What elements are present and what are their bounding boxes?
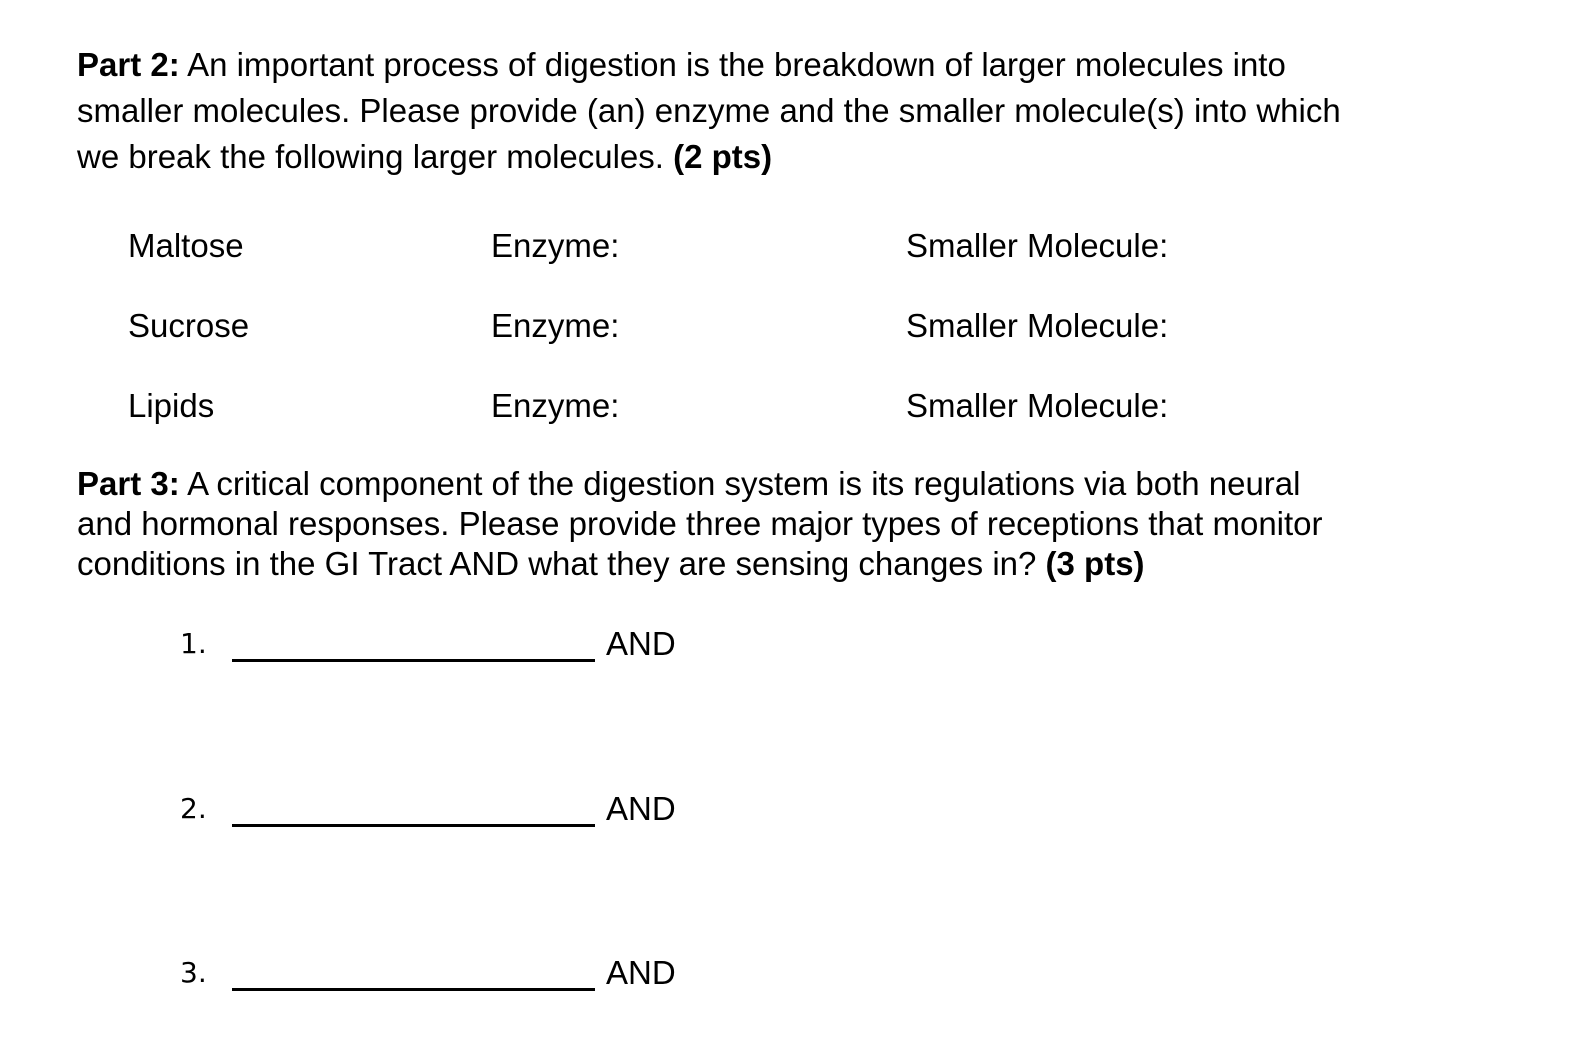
molecule-row-maltose xyxy=(0,224,1575,268)
molecule-name: Lipids xyxy=(128,387,215,424)
enzyme-label: Enzyme: xyxy=(491,387,620,424)
part3-line-1-text: A critical component of the digestion system is its regulations via both neural xyxy=(179,465,1301,502)
and-label: AND xyxy=(606,954,676,991)
part3-heading: Part 3: xyxy=(77,465,180,502)
and-label: AND xyxy=(606,625,676,662)
smaller-molecule-label: Smaller Molecule: xyxy=(906,307,1169,344)
answer-blank-line[interactable] xyxy=(232,824,595,827)
answer-blank-line[interactable] xyxy=(232,659,595,662)
part2-question xyxy=(77,42,1341,180)
part2-line-3-text: we break the following larger molecules. xyxy=(77,138,674,175)
smaller-molecule-label: Smaller Molecule: xyxy=(906,387,1169,424)
part3-line-3-text: conditions in the GI Tract AND what they are sensing changes in? xyxy=(77,545,1046,582)
item-number: 3. xyxy=(180,956,207,989)
molecule-row-sucrose xyxy=(0,304,1575,348)
answer-item-1 xyxy=(0,622,1575,666)
smaller-molecule-label: Smaller Molecule: xyxy=(906,227,1169,264)
molecule-name: Sucrose xyxy=(128,307,250,344)
molecule-row-lipids xyxy=(0,384,1575,428)
part2-line-2: smaller molecules. Please provide (an) enzyme and the smaller molecule(s) into which xyxy=(77,92,1341,129)
part2-line-1 xyxy=(77,42,1341,88)
answer-item-2 xyxy=(0,787,1575,831)
item-number: 1. xyxy=(180,627,207,660)
part2-line-1-text: An important process of digestion is the breakdown of larger molecules into xyxy=(179,46,1286,83)
enzyme-label: Enzyme: xyxy=(491,307,620,344)
enzyme-label: Enzyme: xyxy=(491,227,620,264)
answer-blank-line[interactable] xyxy=(232,988,595,991)
part2-line-3 xyxy=(77,134,1341,180)
part3-points: (3 pts) xyxy=(1045,545,1145,582)
part2-heading: Part 2: xyxy=(77,46,180,83)
and-label: AND xyxy=(606,790,676,827)
part3-line-2: and hormonal responses. Please provide three major types of receptions that monitor xyxy=(77,505,1323,542)
part3-question xyxy=(77,464,1323,584)
answer-item-3 xyxy=(0,951,1575,995)
item-number: 2. xyxy=(180,792,207,825)
part3-line-3 xyxy=(77,544,1323,584)
molecule-name: Maltose xyxy=(128,227,244,264)
part3-line-1 xyxy=(77,464,1323,504)
part2-points: (2 pts) xyxy=(673,138,773,175)
